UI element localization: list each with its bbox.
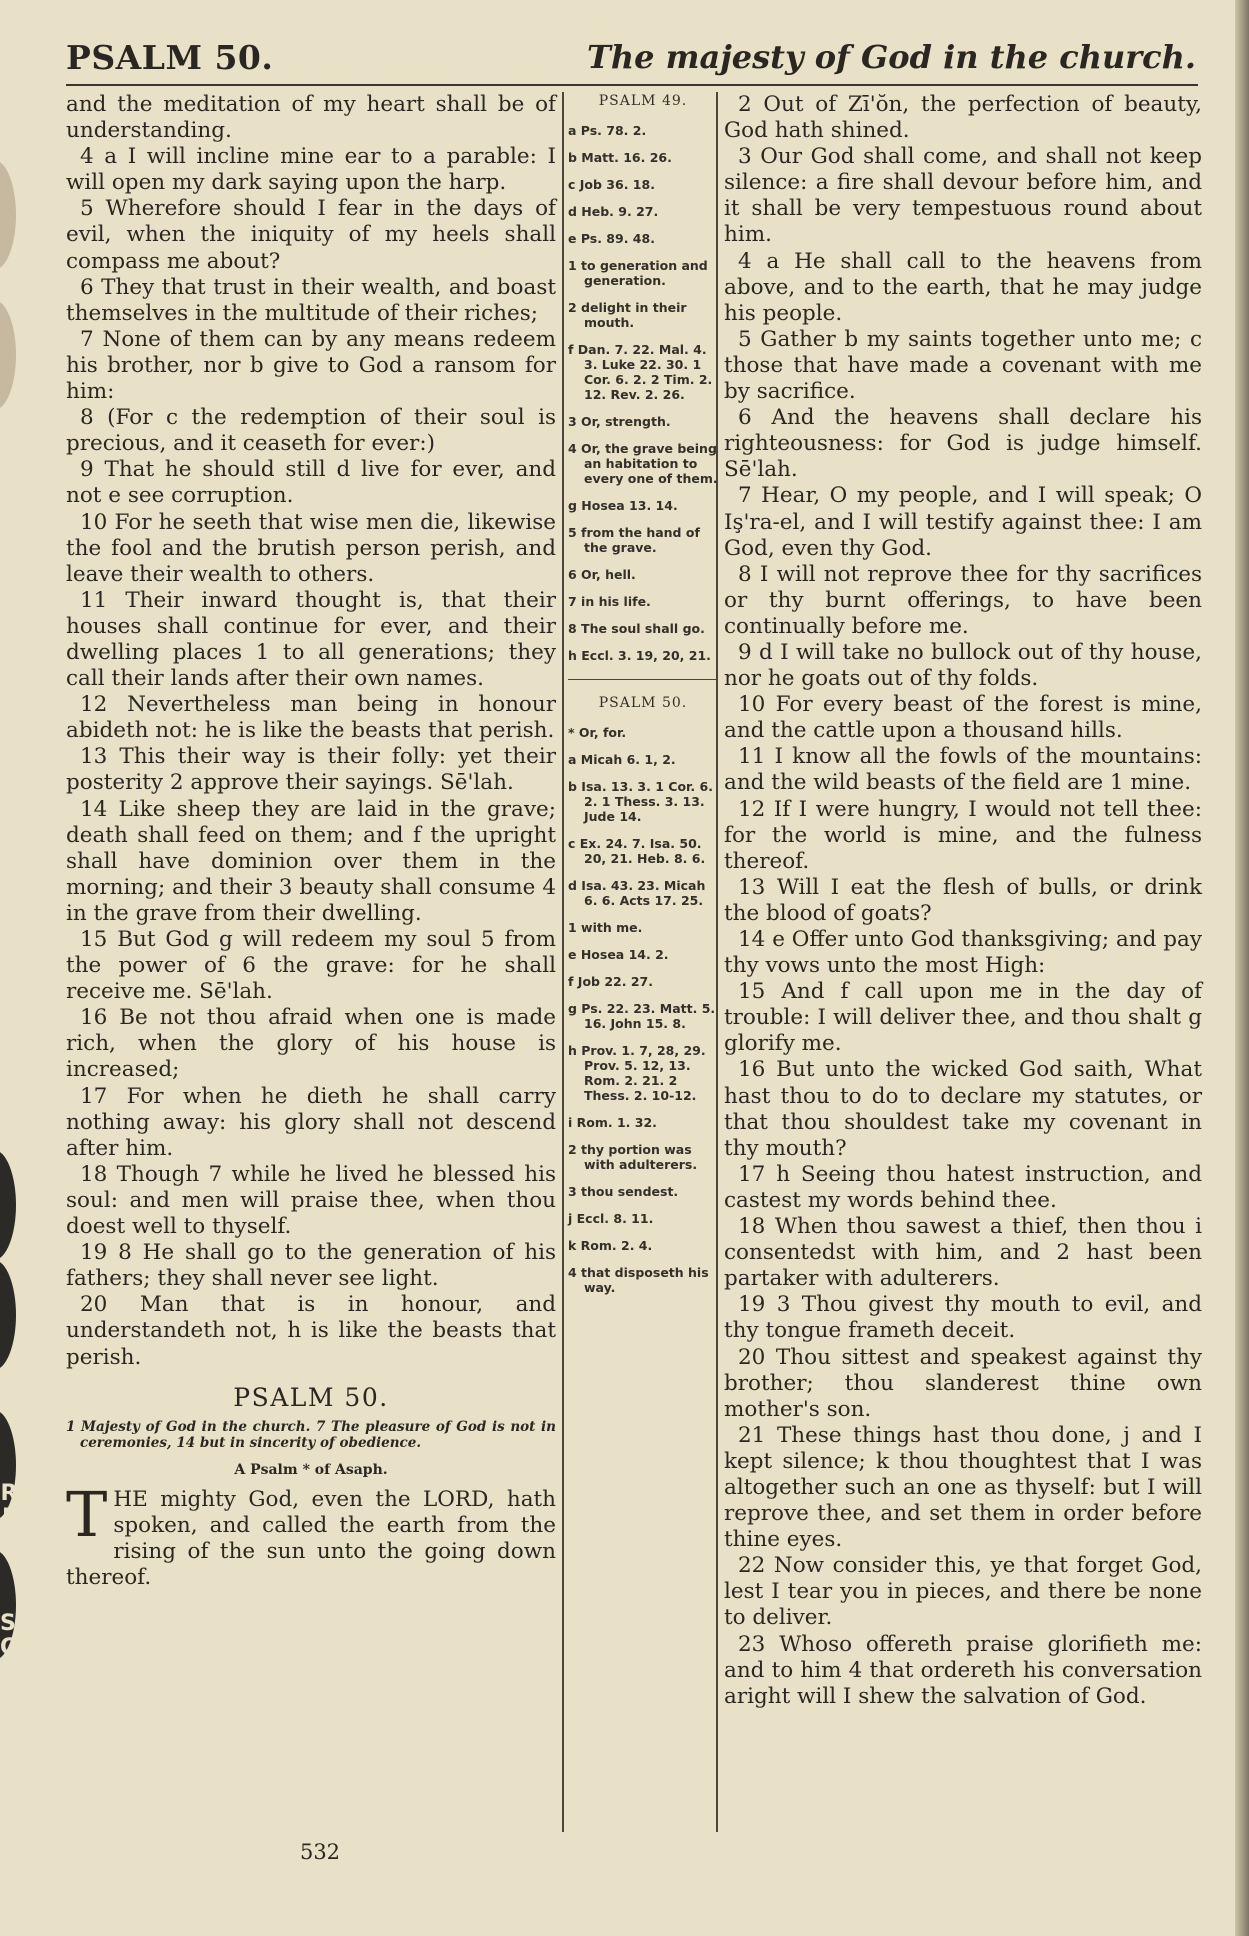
thumb-index-tab[interactable] [0, 1260, 16, 1370]
cross-reference: h Prov. 1. 7, 28, 29. Prov. 5. 12, 13. Rom. 2. 21. 2 Thess. 2. 10-12. [568, 1043, 706, 1103]
verse: 17 For when he dieth he shall carry nothing away: his glory shall not descend after him. [66, 1083, 556, 1161]
reference-column [568, 94, 718, 1307]
cross-reference: 1 with me. [568, 920, 643, 935]
verse: and the meditation of my heart shall be of understanding. [66, 92, 556, 144]
cross-reference: k Rom. 2. 4. [568, 1238, 653, 1253]
running-head-right: The majesty of God in the church. [587, 38, 1196, 76]
psalm-heading: PSALM 50. [233, 1382, 389, 1412]
drop-cap: T [66, 1477, 108, 1551]
opening-verse-text: HE mighty God, even the LORD, hath spoken, and called the earth from the rising of the sun unto the going down thereof. [66, 1486, 556, 1591]
cross-reference: 8 The soul shall go. [568, 621, 705, 636]
cross-reference: c Ex. 24. 7. Isa. 50. 20, 21. Heb. 8. 6. [568, 836, 706, 866]
verse: 17 h Seeing thou hatest instruction, and castest my words behind thee. [724, 1161, 1202, 1213]
thumb-index-tab[interactable] [0, 1150, 16, 1260]
page-edge [1235, 0, 1249, 1936]
verse: 12 If I were hungry, I would not tell thee: for the world is mine, and the fulness thereof. [724, 796, 1202, 874]
thumb-index-tab[interactable] [0, 300, 16, 410]
thumb-letter: R [0, 1481, 18, 1506]
cross-reference: 2 delight in their mouth. [568, 300, 687, 330]
cross-reference: 3 Or, strength. [568, 414, 671, 429]
verse: 16 But unto the wicked God saith, What hast thou to do to declare my statutes, or that thou shouldest take my covenant in thy mouth? [724, 1057, 1202, 1161]
thumb-letter: ST [0, 1611, 31, 1636]
verse: 4 a I will incline mine ear to a parable: I will open my dark saying upon the harp. [66, 144, 556, 196]
verse: 5 Wherefore should I fear in the days of evil, when the iniquity of my heels shall compass me about? [66, 196, 556, 274]
cross-reference: j Eccl. 8. 11. [568, 1211, 654, 1226]
verse: 3 Our God shall come, and shall not keep silence: a fire shall devour before him, and it shall be very tempestuous round about him. [724, 144, 1202, 248]
verse: 6 They that trust in their wealth, and boast themselves in the multitude of their riches; [66, 274, 556, 326]
left-text-column [66, 92, 556, 1591]
verse: 21 These things hast thou done, j and I kept silence; k thou thoughtest that I was altogether such an one as thyself: but I will reprove thee, and set them in order before thine eyes. [724, 1422, 1202, 1553]
verse: 18 Though 7 while he lived he blessed his soul: and men will praise thee, when thou doest well to thyself. [66, 1161, 556, 1240]
running-head-left: PSALM 50. [66, 38, 274, 77]
cross-reference: 5 from the hand of the grave. [568, 525, 700, 555]
cross-reference: i Rom. 1. 32. [568, 1115, 657, 1130]
verse: 11 I know all the fowls of the mountains: and the wild beasts of the field are 1 mine. [724, 744, 1202, 796]
verse: 9 d I will take no bullock out of thy house, nor he goats out of thy folds. [724, 639, 1202, 692]
cross-reference: b Isa. 13. 3. 1 Cor. 6. 2. 1 Thess. 3. 13. Jude 14. [568, 779, 713, 824]
cross-reference: c Job 36. 18. [568, 177, 655, 192]
cross-reference: e Ps. 89. 48. [568, 231, 655, 246]
verse: 6 And the heavens shall declare his righteousness: for God is judge himself. Sē'lah. [724, 405, 1202, 483]
cross-reference: d Isa. 43. 23. Micah 6. 6. Acts 17. 25. [568, 878, 706, 908]
verse: 7 Hear, O my people, and I will speak; O Iş'ra-el, and I will testify against thee: I am God, even thy God. [724, 483, 1202, 561]
verse: 19 8 He shall go to the generation of his fathers; they shall never see light. [66, 1240, 556, 1292]
verse: 9 That he should still d live for ever, and not e see corruption. [66, 457, 556, 509]
verse: 16 Be not thou afraid when one is made rich, when the glory of his house is increased; [66, 1005, 556, 1083]
cross-reference: f Dan. 7. 22. Mal. 4. 3. Luke 22. 30. 1 Cor. 6. 2. 2 Tim. 2. 12. Rev. 2. 26. [568, 342, 713, 402]
reference-divider [568, 679, 718, 680]
reference-heading: PSALM 50. [598, 695, 688, 711]
verse: 18 When thou sawest a thief, then thou i consentedst with him, and 2 hast been partaker with adulterers. [724, 1214, 1202, 1292]
verse: 11 Their inward thought is, that their houses shall continue for ever, and their dwelling places 1 to all generations; they call their lands after their own names. [66, 587, 556, 692]
cross-reference: 4 that disposeth his way. [568, 1265, 709, 1295]
verse: 19 3 Thou givest thy mouth to evil, and thy tongue frameth deceit. [724, 1292, 1202, 1344]
cross-reference: a Ps. 78. 2. [568, 123, 647, 138]
psalm-superscription: A Psalm * of Asaph. [234, 1461, 388, 1478]
right-text-column [724, 92, 1202, 1710]
verse: 15 But God g will redeem my soul 5 from the power of 6 the grave: for he shall receive me. Sē'lah. [66, 927, 556, 1005]
verse: 20 Man that is in honour, and understandeth not, h is like the beasts that perish. [66, 1292, 556, 1370]
cross-reference: 6 Or, hell. [568, 567, 636, 582]
verse: 10 For every beast of the forest is mine, and the cattle upon a thousand hills. [724, 692, 1202, 744]
psalm-summary: 1 Majesty of God in the church. 7 The pleasure of God is not in ceremonies, 14 but in sincerity of obedience. [66, 1418, 556, 1451]
verse: 23 Whoso offereth praise glorifieth me: and to him 4 that ordereth his conversation aright will I shew the salvation of God. [724, 1631, 1202, 1709]
cross-reference: 7 in his life. [568, 594, 651, 609]
verse: 14 e Offer unto God thanksgiving; and pay thy vows unto the most High: [724, 927, 1202, 979]
verse: 15 And f call upon me in the day of trouble: I will deliver thee, and thou shalt g glorify me. [724, 979, 1202, 1057]
cross-reference: d Heb. 9. 27. [568, 204, 659, 219]
thumb-letter: L [1, 1505, 17, 1530]
reference-heading: PSALM 49. [598, 93, 688, 109]
cross-reference: 3 thou sendest. [568, 1184, 679, 1199]
cross-reference: 1 to generation and generation. [568, 258, 708, 288]
verse: 22 Now consider this, ye that forget God, lest I tear you in pieces, and there be none to deliver. [724, 1553, 1202, 1631]
verse: 20 Thou sittest and speakest against thy brother; thou slanderest thine own mother's son. [724, 1344, 1202, 1422]
cross-reference: e Hosea 14. 2. [568, 947, 669, 962]
thumb-index-tab[interactable] [0, 160, 16, 270]
header-rule [66, 84, 1198, 86]
verse: 8 (For c the redemption of their soul is precious, and it ceaseth for ever:) [66, 405, 556, 457]
opening-verse [66, 1477, 556, 1591]
cross-reference: g Hosea 13. 14. [568, 498, 678, 513]
verse: 14 Like sheep they are laid in the grave; death shall feed on them; and f the upright shall have dominion over them in the morning; and their 3 beauty shall consume 4 in the grave from their dwelling. [66, 796, 556, 926]
verse: 12 Nevertheless man being in honour abideth not: he is like the beasts that perish. [66, 692, 556, 744]
cross-reference: f Job 22. 27. [568, 974, 653, 989]
thumb-letter: OB [0, 1635, 36, 1660]
verse: 7 None of them can by any means redeem his brother, nor b give to God a ransom for him: [66, 326, 556, 405]
cross-reference: g Ps. 22. 23. Matt. 5. 16. John 15. 8. [568, 1001, 716, 1031]
cross-reference: 4 Or, the grave being an habitation to every one of them. [568, 441, 718, 486]
verse: 8 I will not reprove thee for thy sacrifices or thy burnt offerings, to have been continually before me. [724, 561, 1202, 639]
verse: 13 Will I eat the flesh of bulls, or drink the blood of goats? [724, 874, 1202, 926]
page-number: 532 [299, 1840, 341, 1864]
verse: 4 a He shall call to the heavens from above, and to the earth, that he may judge his people. [724, 248, 1202, 326]
cross-reference: a Micah 6. 1, 2. [568, 752, 676, 767]
column-rule [562, 92, 564, 1832]
verse: 13 This their way is their folly: yet their posterity 2 approve their sayings. Sē'lah. [66, 744, 556, 796]
running-head [66, 38, 1196, 88]
cross-reference: * Or, for. [568, 725, 627, 740]
cross-reference: 2 thy portion was with adulterers. [568, 1142, 698, 1172]
verse: 10 For he seeth that wise men die, likewise the fool and the brutish person perish, and leave their wealth to others. [66, 509, 556, 587]
cross-reference: b Matt. 16. 26. [568, 150, 672, 165]
verse: 5 Gather b my saints together unto me; c those that have made a covenant with me by sacrifice. [724, 326, 1202, 405]
cross-reference: h Eccl. 3. 19, 20, 21. [568, 648, 711, 663]
verse: 2 Out of Zī'ŏn, the perfection of beauty, God hath shined. [724, 92, 1202, 144]
